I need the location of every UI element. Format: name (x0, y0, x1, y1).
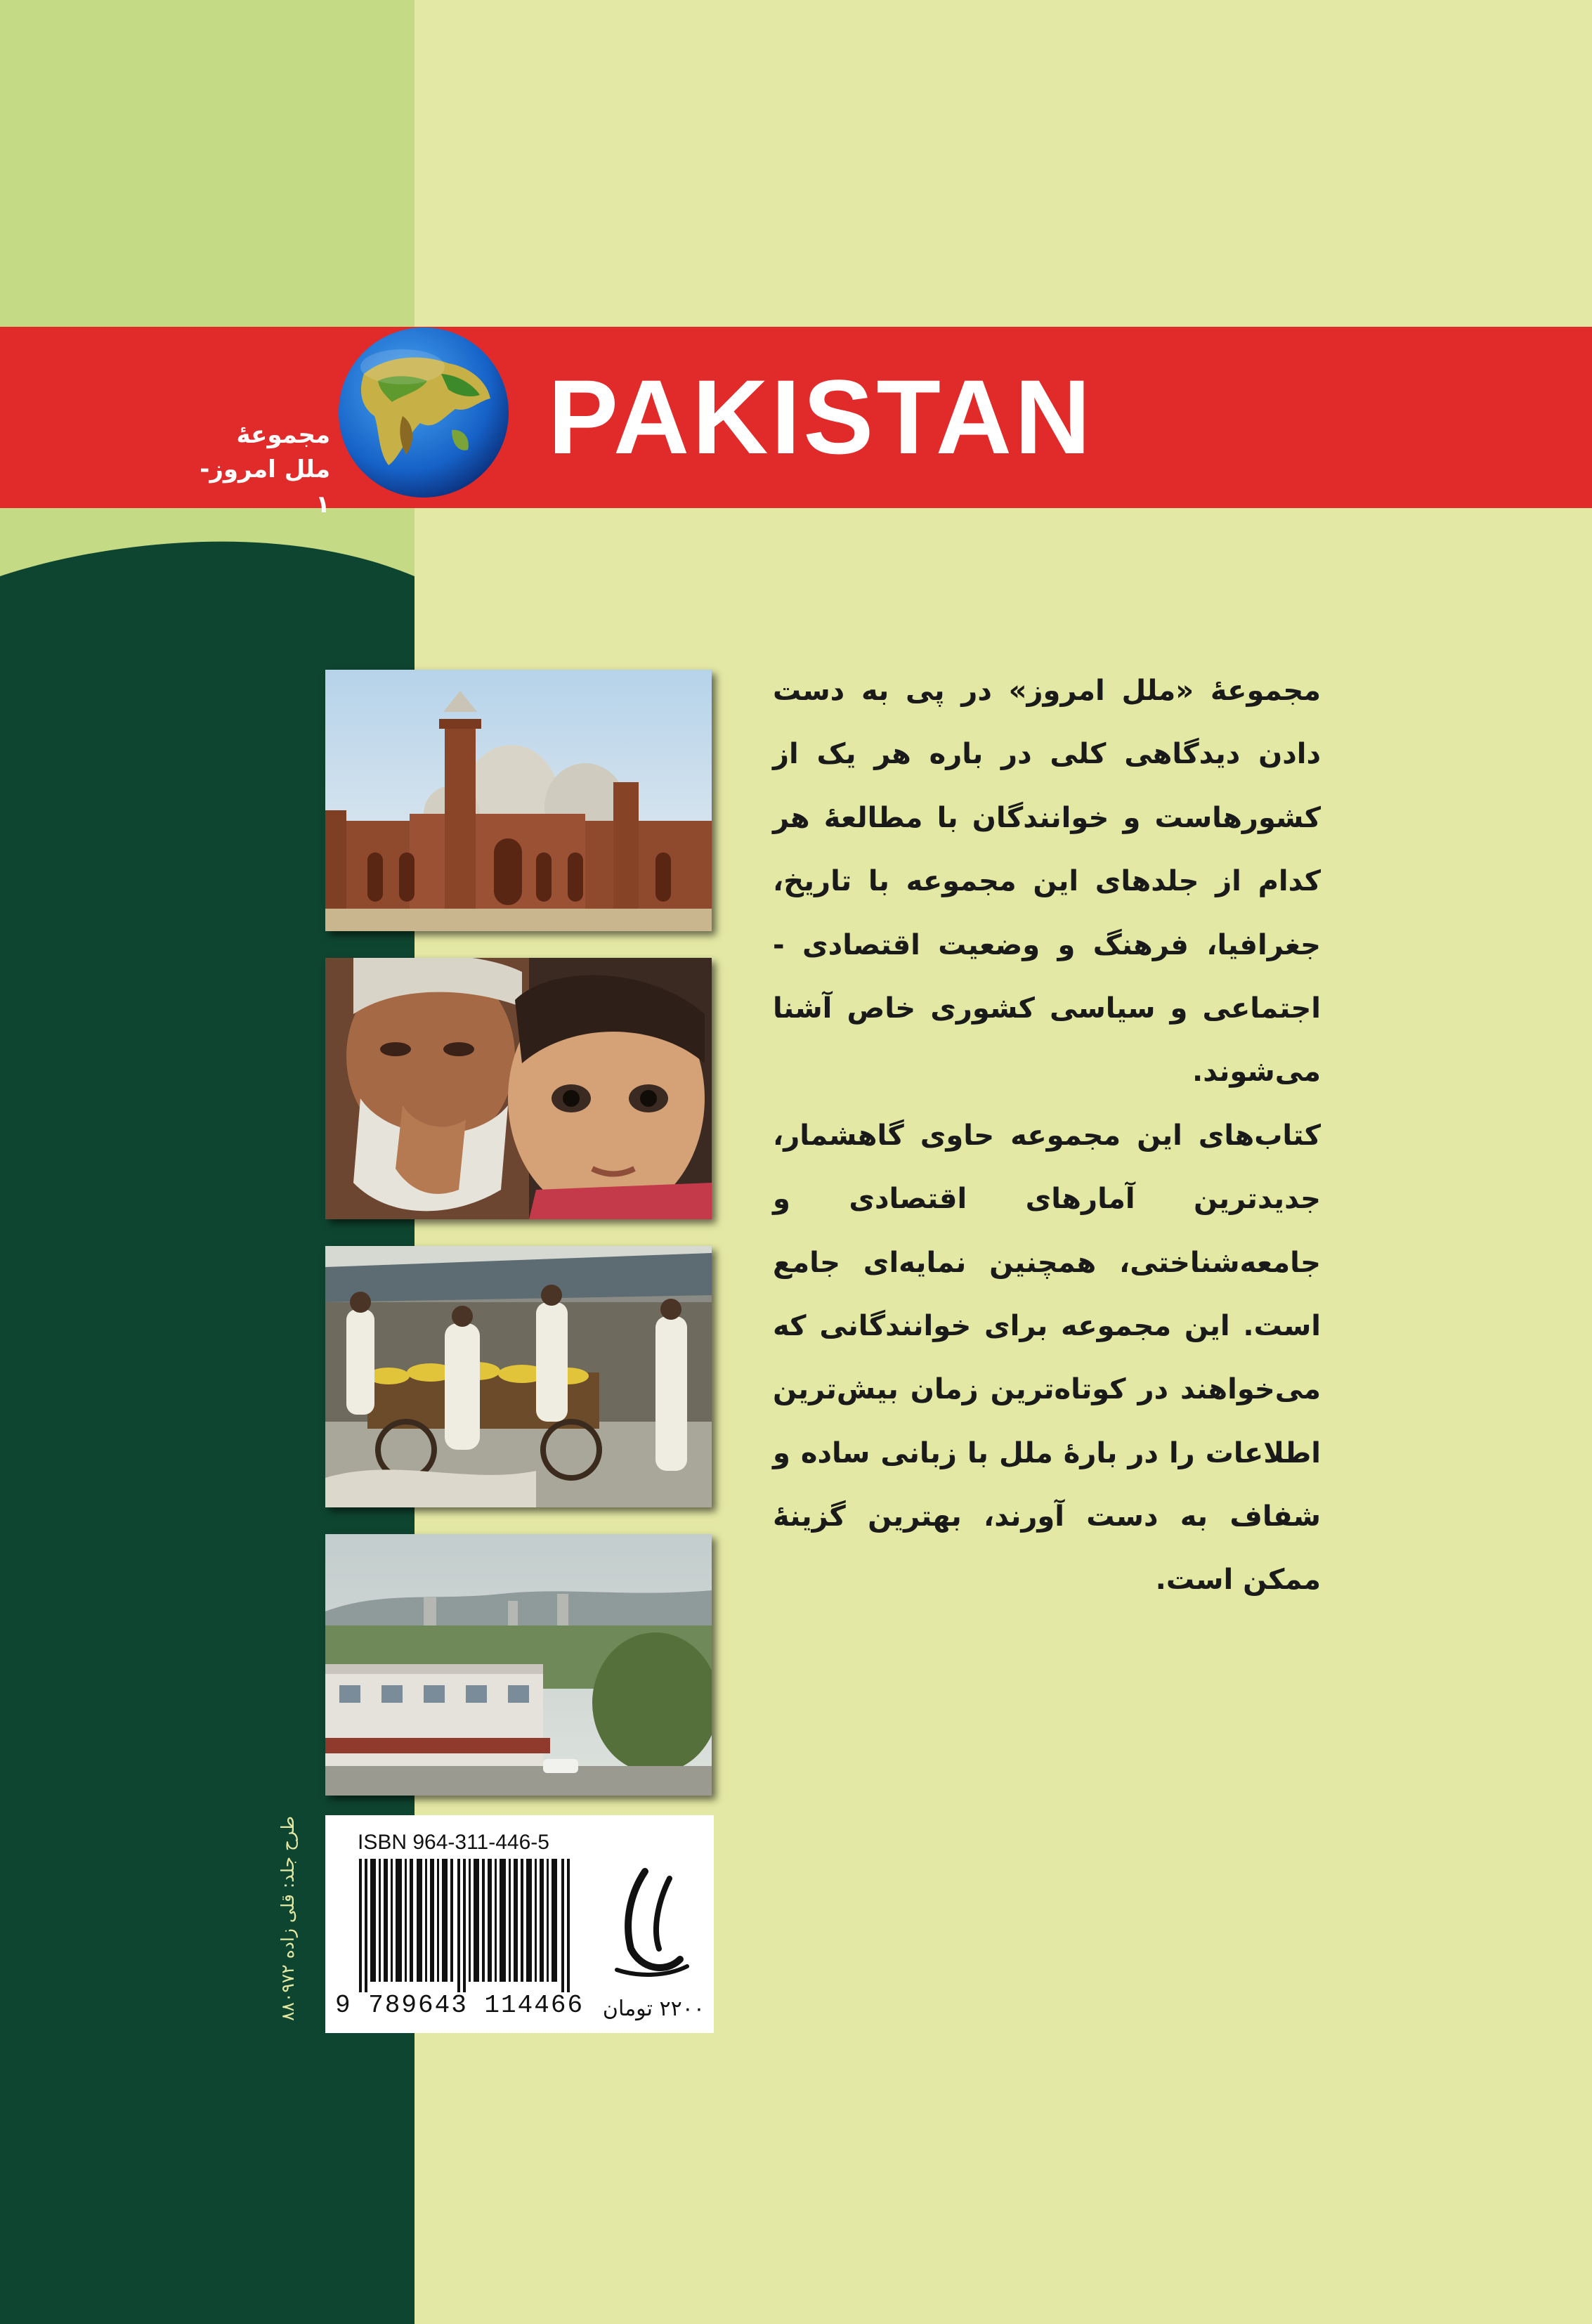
country-title: PAKISTAN (548, 358, 1094, 476)
description-paragraph-1: مجموعهٔ «ملل امروز» در پی به دست دادن دیدگاهی کلی در باره هر یک از کشورهاست و خوانندگان با مطالعهٔ هر کدام از جلدهای این مجموعه با تاریخ، جغرافیا، فرهنگ و وضعیت اقتصادی - اجتماعی و سیاسی کشوری خاص آشنا می‌شوند. (773, 675, 1321, 1089)
description-paragraph-2: کتاب‌های این مجموعه حاوی گاهشمار، جدیدترین آمارهای اقتصادی و جامعه‌شناختی، همچنین نمایه‌ای جامع است. این مجموعه برای خوانندگانی که می‌خواهند در کوتاه‌ترین زمان بیش‌ترین اطلاعات را در بارهٔ ملل با زبانی ساده و شفاف به دست آورند، بهترین گزینهٔ ممکن است. (773, 1119, 1321, 1597)
photo-market-street (325, 1246, 712, 1507)
photo-old-man-and-child (325, 958, 712, 1219)
cover-design-credit: طرح جلد: قلی زاده ۸۸۰۹۷۲ (278, 1816, 298, 2021)
photo-mosque (325, 670, 712, 931)
globe-image (336, 325, 511, 500)
top-left-panel (0, 0, 415, 330)
series-description (773, 659, 1321, 1612)
ean-number: 9 789643 114466 (335, 1991, 585, 2020)
publisher-logo (603, 1864, 694, 1984)
barcode-bars (359, 1859, 570, 1992)
isbn-number: ISBN 964-311-446-5 (358, 1831, 549, 1854)
series-label-line2: ملل امروز- ۱ (200, 455, 330, 519)
photo-city-view (325, 1534, 712, 1796)
barcode-label (325, 1815, 714, 2033)
series-label-line1: مجموعهٔ (236, 421, 330, 449)
series-label (190, 418, 330, 522)
price-label: ۲۲۰۰ تومان (602, 1997, 705, 2021)
